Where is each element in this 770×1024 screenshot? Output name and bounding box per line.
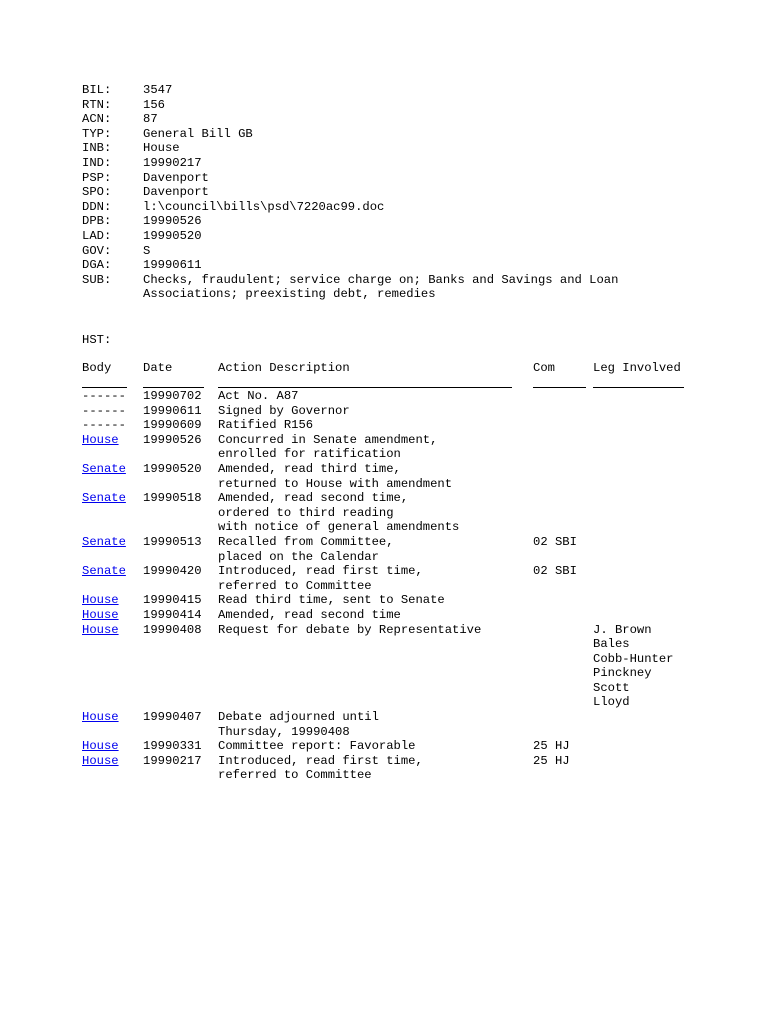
committee-cell: 02 SBI <box>533 564 577 579</box>
date-cell: 19990609 <box>143 418 202 433</box>
field-value: Davenport <box>143 170 209 185</box>
date-cell: 19990408 <box>143 622 202 637</box>
body-cell <box>82 608 119 623</box>
body-cell <box>82 564 126 579</box>
col-header-date: Date <box>143 361 173 375</box>
field-value: 156 <box>143 97 165 112</box>
action-cell: Concurred in Senate amendment, enrolled for ratification <box>218 432 438 462</box>
field-key: BIL: <box>82 83 112 97</box>
body-link[interactable]: House <box>82 593 119 608</box>
action-cell: Signed by Governor <box>218 403 350 418</box>
field-value: 19990217 <box>143 155 202 170</box>
body-link[interactable]: Senate <box>82 534 126 549</box>
date-cell: 19990420 <box>143 564 202 579</box>
field-value: l:\council\bills\psd\7220ac99.doc <box>143 199 385 214</box>
committee-cell: 02 SBI <box>533 534 577 549</box>
action-cell: Amended, read second time <box>218 607 401 622</box>
body-link[interactable]: Senate <box>82 491 126 506</box>
date-cell: 19990331 <box>143 739 202 754</box>
date-cell: 19990518 <box>143 491 202 506</box>
legislators-cell: J. Brown Bales Cobb-Hunter Pinckney Scott Lloyd <box>593 622 674 710</box>
rule-action <box>218 387 512 388</box>
field-value: Davenport <box>143 185 209 200</box>
body-link[interactable]: House <box>82 607 119 622</box>
field-key: DDN: <box>82 199 112 214</box>
field-key: INB: <box>82 141 112 156</box>
field-value: House <box>143 141 180 156</box>
body-cell <box>82 535 126 550</box>
field-value: 19990520 <box>143 228 202 243</box>
committee-cell: 25 HJ <box>533 739 570 754</box>
col-header-com: Com <box>533 361 555 375</box>
body-link[interactable]: House <box>82 710 119 725</box>
body-link[interactable]: House <box>82 432 119 447</box>
body-cell: ------ <box>82 403 126 418</box>
body-cell <box>82 593 119 608</box>
col-header-body: Body <box>82 361 112 375</box>
body-cell <box>82 462 126 477</box>
body-link[interactable]: Senate <box>82 461 126 476</box>
date-cell: 19990414 <box>143 607 202 622</box>
field-value: 19990526 <box>143 214 202 229</box>
action-cell: Introduced, read first time, referred to Committee <box>218 564 423 593</box>
body-cell <box>82 491 126 506</box>
body-cell <box>82 710 119 725</box>
body-link[interactable]: House <box>82 739 119 754</box>
field-value: Checks, fraudulent; service charge on; Banks and Savings and Loan Associations; preexisting debt, remedies <box>143 272 619 302</box>
body-link[interactable]: House <box>82 753 119 768</box>
field-key: DGA: <box>82 258 112 273</box>
body-cell: ------ <box>82 389 126 403</box>
action-cell: Amended, read second time, ordered to third reading with notice of general amendments <box>218 491 460 535</box>
date-cell: 19990415 <box>143 593 202 608</box>
action-cell: Committee report: Favorable <box>218 739 416 754</box>
action-cell: Introduced, read first time, referred to Committee <box>218 753 423 783</box>
field-key: TYP: <box>82 126 112 141</box>
body-cell <box>82 623 119 638</box>
field-key: DPB: <box>82 214 112 229</box>
field-key: RTN: <box>82 97 112 112</box>
field-key: LAD: <box>82 228 112 243</box>
field-key: IND: <box>82 155 112 170</box>
rule-leg <box>593 387 684 388</box>
date-cell: 19990526 <box>143 432 202 447</box>
rule-date <box>143 387 204 388</box>
field-value: 19990611 <box>143 258 202 273</box>
field-key: ACN: <box>82 112 112 127</box>
field-key: PSP: <box>82 170 112 185</box>
body-cell <box>82 433 119 448</box>
col-header-action: Action Description <box>218 361 350 375</box>
field-value: S <box>143 243 151 258</box>
date-cell: 19990407 <box>143 710 202 725</box>
action-cell: Recalled from Committee, placed on the Calendar <box>218 534 394 564</box>
col-header-leg: Leg Involved <box>593 361 681 375</box>
field-key: GOV: <box>82 243 112 258</box>
date-cell: 19990611 <box>143 403 202 418</box>
action-cell: Amended, read third time, returned to House with amendment <box>218 461 453 491</box>
body-link[interactable]: Senate <box>82 564 126 579</box>
rule-body <box>82 387 127 388</box>
body-link[interactable]: House <box>82 622 119 637</box>
field-key: SPO: <box>82 185 112 200</box>
committee-cell: 25 HJ <box>533 753 570 768</box>
action-cell: Read third time, sent to Senate <box>218 593 445 608</box>
history-label: HST: <box>82 333 112 347</box>
date-cell: 19990702 <box>143 389 202 403</box>
date-cell: 19990520 <box>143 461 202 476</box>
body-cell: ------ <box>82 418 126 433</box>
rule-com <box>533 387 586 388</box>
field-value: 87 <box>143 112 158 127</box>
date-cell: 19990513 <box>143 534 202 549</box>
field-value: 3547 <box>143 83 173 97</box>
date-cell: 19990217 <box>143 753 202 768</box>
action-cell: Ratified R156 <box>218 418 314 433</box>
field-key: SUB: <box>82 272 112 287</box>
action-cell: Debate adjourned until Thursday, 19990408 <box>218 710 379 739</box>
action-cell: Act No. A87 <box>218 389 299 403</box>
action-cell: Request for debate by Representative <box>218 622 482 637</box>
body-cell <box>82 754 119 769</box>
body-cell <box>82 739 119 754</box>
field-value: General Bill GB <box>143 126 253 141</box>
